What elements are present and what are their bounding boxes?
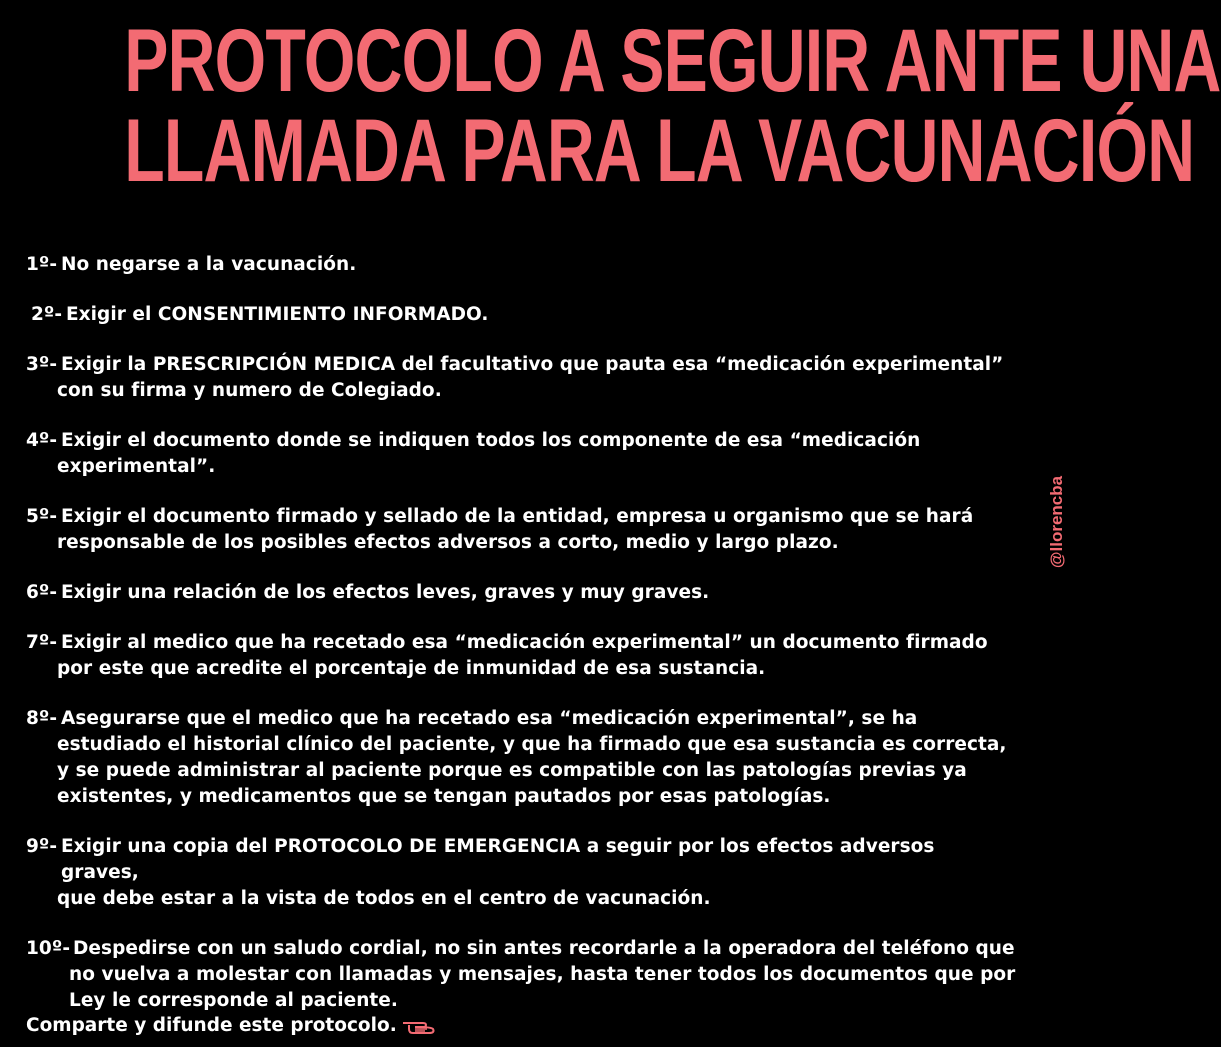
share-note-text: Comparte y difunde este protocolo. xyxy=(26,1015,397,1036)
page-title-line-2: LLAMADA PARA LA VACUNACIÓN xyxy=(124,101,1195,201)
step-text-line: No negarse a la vacunación. xyxy=(61,254,357,275)
page-title-line-1: PROTOCOLO A SEGUIR ANTE UNA xyxy=(124,11,1221,111)
protocol-step-4 xyxy=(26,428,1016,480)
share-note xyxy=(26,1013,439,1039)
author-watermark xyxy=(1042,462,1072,582)
pointing-hand-icon xyxy=(401,1017,439,1035)
step-text-line: experimental”. xyxy=(57,456,216,477)
protocol-list xyxy=(26,252,1016,1014)
protocol-step-5 xyxy=(26,504,1016,556)
protocol-step-6 xyxy=(26,580,1016,606)
step-text-line: Asegurarse que el medico que ha recetado esa “medicación experimental”, se ha xyxy=(61,708,918,729)
step-text-line: que debe estar a la vista de todos en el centro de vacunación. xyxy=(57,888,711,909)
step-number: 4º- xyxy=(26,430,58,451)
protocol-step-10 xyxy=(26,936,1016,1014)
step-number: 8º- xyxy=(26,708,58,729)
step-number: 10º- xyxy=(26,938,71,959)
step-text-line: y se puede administrar al paciente porque es compatible con las patologías previas ya xyxy=(57,760,967,781)
step-text-line: Exigir una copia del PROTOCOLO DE EMERGENCIA a seguir por los efectos adversos graves, xyxy=(61,836,935,883)
step-text-line: Exigir la PRESCRIPCIÓN MEDICA del facultativo que pauta esa “medicación experimental” xyxy=(61,354,1004,375)
step-text-line: con su firma y numero de Colegiado. xyxy=(57,380,442,401)
step-number: 3º- xyxy=(26,354,58,375)
step-number: 2º- xyxy=(31,304,63,325)
step-text-line: Ley le corresponde al paciente. xyxy=(69,990,398,1011)
step-text-line: Despedirse con un saludo cordial, no sin antes recordarle a la operadora del teléfono que xyxy=(73,938,1015,959)
watermark-text: @llorencba xyxy=(1047,475,1066,569)
step-text-line: responsable de los posibles efectos adversos a corto, medio y largo plazo. xyxy=(57,532,839,553)
step-number: 7º- xyxy=(26,632,58,653)
protocol-step-8 xyxy=(26,706,1016,810)
step-number: 1º- xyxy=(26,254,58,275)
step-text-line: por este que acredite el porcentaje de inmunidad de esa sustancia. xyxy=(57,658,766,679)
step-text-line: no vuelva a molestar con llamadas y mensajes, hasta tener todos los documentos que por xyxy=(69,964,1016,985)
step-text-line: Exigir el documento firmado y sellado de la entidad, empresa u organismo que se hará xyxy=(61,506,974,527)
step-text-line: estudiado el historial clínico del paciente, y que ha firmado que esa sustancia es correcta, xyxy=(57,734,1007,755)
protocol-step-7 xyxy=(26,630,1016,682)
step-number: 9º- xyxy=(26,836,58,857)
protocol-step-9 xyxy=(26,834,1016,912)
step-text-line: Exigir el documento donde se indiquen todos los componente de esa “medicación xyxy=(61,430,921,451)
protocol-step-1 xyxy=(26,252,1016,278)
protocol-step-3 xyxy=(26,352,1016,404)
step-text-line: Exigir una relación de los efectos leves, graves y muy graves. xyxy=(61,582,710,603)
protocol-step-2 xyxy=(31,302,1016,328)
step-text-line: Exigir al medico que ha recetado esa “medicación experimental” un documento firmado xyxy=(61,632,988,653)
step-number: 5º- xyxy=(26,506,58,527)
step-text-line: existentes, y medicamentos que se tengan pautados por esas patologías. xyxy=(57,786,831,807)
step-text-line: Exigir el CONSENTIMIENTO INFORMADO. xyxy=(66,304,489,325)
step-number: 6º- xyxy=(26,582,58,603)
